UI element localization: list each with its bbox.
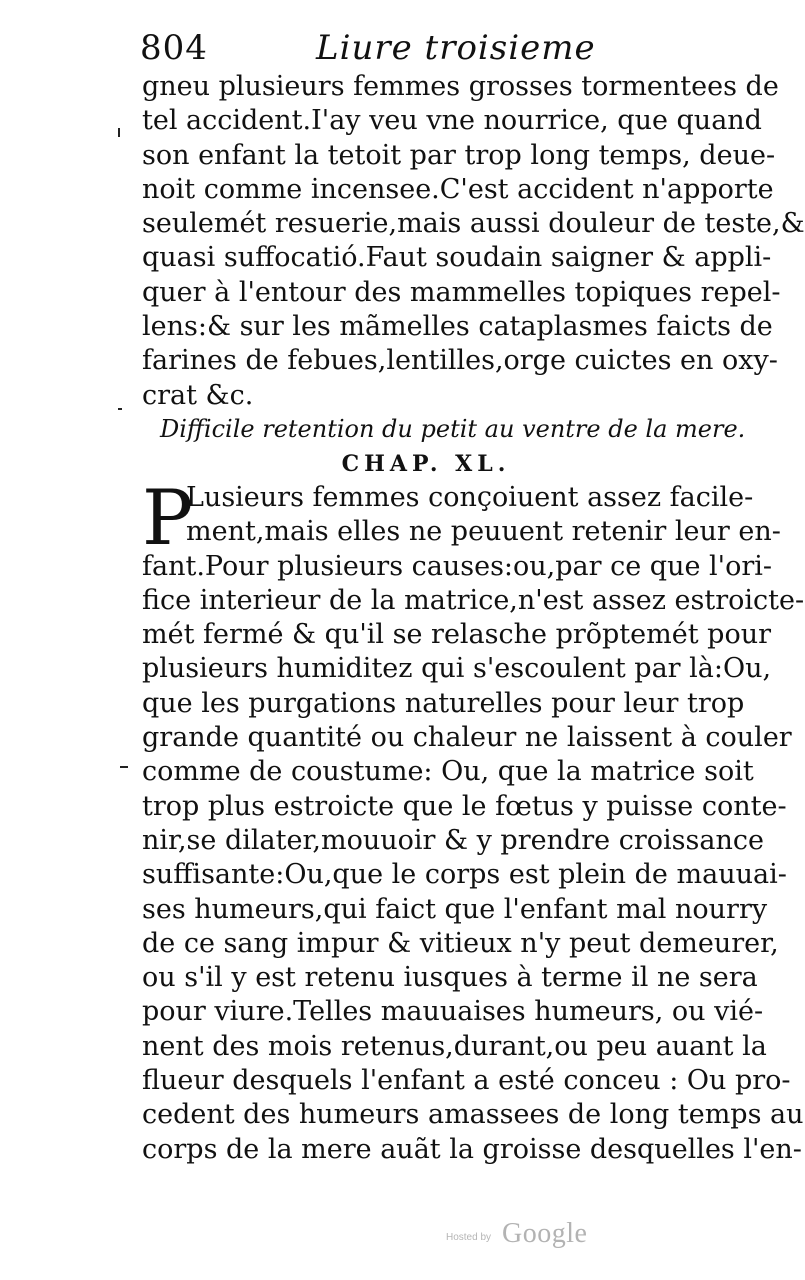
text-line: flueur desquels l'enfant a esté conceu : Ou pro- (142, 1065, 791, 1097)
text-line: fant.Pour plusieurs causes:ou,par ce que l'ori- (142, 550, 773, 582)
text-line: mét fermé & qu'il se relasche prõptemét pour (142, 619, 771, 651)
text-line: lens:& sur les mãmelles cataplasmes faicts de (142, 311, 773, 343)
hosted-by-watermark (440, 1218, 600, 1252)
text-line: ment,mais elles ne peuuent retenir leur en- (186, 516, 781, 548)
text-line: nir,se dilater,mouuoir & y prendre croissance (142, 824, 764, 856)
page-number: 804 (140, 28, 208, 68)
margin-mark (120, 766, 128, 768)
text-line: gneu plusieurs femmes grosses tormentees de (142, 71, 779, 102)
text-line: plusieurs humiditez qui s'escoulent par là:Ou, (142, 653, 772, 685)
text-line: ses humeurs,qui faict que l'enfant mal nourry (142, 893, 768, 925)
page-header (140, 28, 700, 72)
text-line: tel accident.I'ay veu vne nourrice, que quand (142, 105, 762, 137)
chapter-heading: CHAP. XL. (341, 451, 511, 477)
chapter-paragraph (142, 473, 805, 1167)
text-line: comme de coustume: Ou, que la matrice soit (142, 756, 754, 788)
text-line: grande quantité ou chaleur ne laissent à couler (142, 722, 792, 754)
text-line: ou s'il y est retenu iusques à terme il ne sera (142, 962, 758, 994)
text-line: seulemét resuerie,mais aussi douleur de teste,& (142, 208, 805, 240)
margin-mark (118, 128, 120, 137)
text-line: farines de febues,lentilles,orge cuictes en oxy- (142, 345, 778, 377)
text-line: Lusieurs femmes conçoiuent assez facile- (186, 482, 754, 513)
text-line: fice interieur de la matrice,n'est assez estroicte- (142, 584, 805, 616)
text-line: suffisante:Ou,que le corps est plein de mauuai- (142, 859, 787, 891)
text-line: que les purgations naturelles pour leur trop (142, 687, 745, 719)
text-line: cedent des humeurs amassees de long temps au (142, 1099, 804, 1131)
text-line: trop plus estroicte que le fœtus y puisse conte- (142, 790, 787, 822)
text-line: crat &c. (142, 379, 254, 411)
text-line: noit comme incensee.C'est accident n'apporte (142, 173, 774, 205)
text-line: quer à l'entour des mammelles topiques repel- (142, 276, 781, 308)
hosted-by-label: Hosted by (446, 1232, 492, 1243)
drop-cap: P (142, 473, 194, 562)
margin-mark (118, 408, 122, 410)
text-line: de ce sang impur & vitieux n'y peut demeurer, (142, 927, 779, 959)
paragraph-continuation (142, 70, 805, 413)
running-head: Liure troisieme (316, 28, 596, 68)
text-line: son enfant la tetoit par trop long temps, deue- (142, 139, 776, 171)
text-line: corps de la mere auãt la groisse desquelles l'en- (142, 1133, 802, 1165)
text-line: pour viure.Telles mauuaises humeurs, ou vié- (142, 996, 764, 1028)
text-line: quasi suffocatió.Faut soudain saigner & appli- (142, 242, 772, 274)
text-line: nent des mois retenus,durant,ou peu auant la (142, 1030, 767, 1062)
section-subtitle: Difficile retention du petit au ventre de la mere. (160, 415, 746, 443)
google-logo: Google (502, 1218, 588, 1249)
